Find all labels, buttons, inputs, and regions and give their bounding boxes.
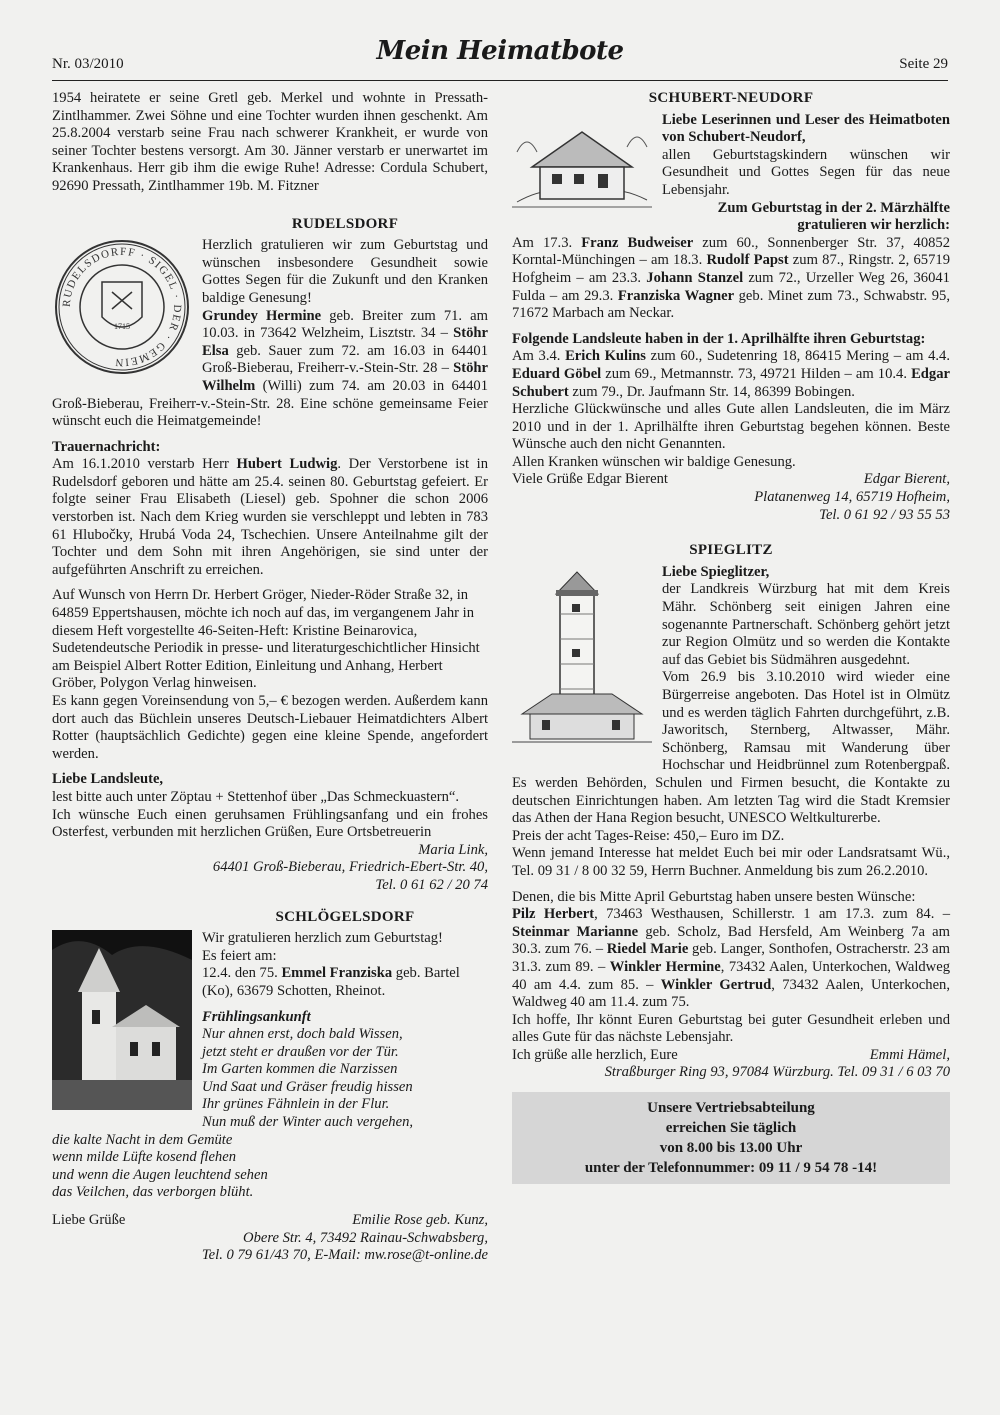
- spieglitz-salutation: Liebe Spieglitzer,: [662, 563, 770, 580]
- signature-address: Obere Str. 4, 73492 Rainau-Schwabsberg,: [243, 1229, 488, 1246]
- right-column: [512, 90, 950, 1184]
- spieglitz-closing-greeting: Ich grüße alle herzlich, Eure: [512, 1046, 678, 1063]
- church-image: [52, 930, 192, 1116]
- schloegelsdorf-celebrates: Es feiert am:: [202, 947, 277, 964]
- box-line: von 8.00 bis 13.00 Uhr: [659, 1140, 803, 1157]
- closing-greeting: Liebe Grüße: [52, 1212, 126, 1229]
- rudelsdorf-seal-image: [52, 237, 192, 383]
- svg-text:RUDELSDORFF · SIGEL · DER · GE: [61, 246, 183, 368]
- schloegelsdorf-greeting: Wir gratulieren herzlich zum Geburtstag!: [202, 930, 443, 947]
- poem-line: Nur ahnen erst, doch bald Wissen,: [202, 1026, 403, 1043]
- poem-line: Im Garten kommen die Narzissen: [202, 1061, 398, 1078]
- schubert-closing-row: [512, 471, 950, 489]
- rudelsdorf-birthdays: Grundey Hermine geb. Breiter zum 71. am 10.03. in 73642 Welzheim, Lisztstr. 34 – Stöhr Elsa geb. Sauer zum 72. am 16.03 in 64401 Groß-Bieberau, Freiherr-v.-Stein-Str. 28 – Stöhr Wilhelm (Willi) zum 74. am 20.03 in 64401 Groß-Bieberau, Freiherr-v.-Stein-Str. 28. Eine schöne gemeinsame Feier wünscht euch die Heimatgemeinde!: [52, 307, 488, 430]
- closing-row: [52, 1212, 488, 1230]
- left-column: [52, 90, 488, 1265]
- mourning-heading: Trauernachricht:: [52, 438, 161, 455]
- intro-paragraph: 1954 heiratete er seine Gretl geb. Merkel und wohnte in Pressath-Zintlhammer. Zwei Söhne und eine Tochter wurden ihnen geschenkt. Am 25.8.2004 verstarb seine Frau nach schwerer Krankheit, er wurde von seiner Tochter bestens versorgt. Am 30. Jänner verstarb er unerwartet im Krankenhaus. Herr gib ihm die ewige Ruhe! Adresse: Cordula Schubert, 92690 Pressath, Zintlhammer 19b. M. Fitzner: [52, 90, 488, 194]
- section-title-spieglitz: SPIEGLITZ: [689, 542, 773, 559]
- box-line: erreichen Sie täglich: [665, 1120, 797, 1137]
- section-title-rudelsdorf: RUDELSDORF: [291, 215, 399, 232]
- poem-line: die kalte Nacht in dem Gemüte: [52, 1131, 233, 1148]
- spieglitz-wishes: Ich hoffe, Ihr könnt Euren Geburtstag bei guter Gesundheit erleben und alles Gute für das nächste Lebensjahr.: [512, 1011, 950, 1046]
- signature-address: 64401 Groß-Bieberau, Friedrich-Ebert-Str. 40,: [212, 859, 488, 876]
- easter-wishes: Ich wünsche Euch einen geruhsamen Frühlingsanfang und ein frohes Osterfest, verbunden mit herzlichen Grüßen, Eure Ortsbetreuerin: [52, 806, 488, 841]
- schubert-april-heading: Folgende Landsleute haben in der 1. Aprilhälfte ihren Geburtstag:: [512, 330, 926, 347]
- spieglitz-trip: Vom 26.9 bis 3.10.2010 wird wieder eine Bürgerreise angeboten. Das Hotel ist in Olmütz und es werden täglich Fahrten durchgeführt, z.B. Jaworitsch, Sternberg, Altwasser, Mähr. Schönberg, Ramsau mit Wanderung über Hochschar und Heidbrünnel zum Rotenbergpaß. Es werden Behörden, Schulen und Firmen besucht, die Kontakte zu deutschen Einrichtungen haben. Am letzten Tag wird die Stadt Kremsier das Athen der Hana Region besucht, UNESCO Weltkulturerbe.: [512, 669, 950, 827]
- signature-phone: Tel. 0 61 62 / 20 74: [375, 876, 488, 893]
- schubert-salutation: Liebe Leserinnen und Leser des Heimatboten von Schubert-Neudorf,: [662, 111, 950, 146]
- schubert-get-well: Allen Kranken wünschen wir baldige Genesung.: [512, 453, 796, 470]
- signature-phone: Tel. 0 61 92 / 93 55 53: [819, 506, 950, 523]
- schubert-wishes: allen Geburtstagskindern wünschen wir Gesundheit und Gottes Segen für das neue Lebensjahr.: [662, 146, 950, 198]
- signature-address: Platanenweg 14, 65719 Hofheim,: [754, 489, 950, 506]
- poem-line: Nun muß der Winter auch vergehen,: [202, 1114, 414, 1131]
- poem-line: das Veilchen, das verborgen blüht.: [52, 1184, 254, 1201]
- sales-department-box: [512, 1092, 950, 1184]
- signature-contact: Tel. 0 79 61/43 70, E-Mail: mw.rose@t-online.de: [201, 1247, 488, 1264]
- schubert-closing-greeting: Viele Grüße Edgar Bierent: [512, 471, 668, 488]
- booklet-notice: Auf Wunsch von Herrn Dr. Herbert Gröger, Nieder-Röder Straße 32, in 64859 Eppertshausen, möchte ich noch auf das, im vergangenem Jahr in diesem Heft vorgestellte 46-Seiten-Heft: Kristine Beinarovica, Sudetendeutsche Periodik in presse- und literaturgeschichtlicher Hinsicht am Beispiel Albert Rotter Edition, Einleitung und Anhang, Herbert Gröber, Polygon Verlag hinweisen.: [52, 587, 480, 692]
- signature-name: Maria Link,: [418, 841, 488, 858]
- spieglitz-birthday-intro: Denen, die bis Mitte April Geburtstag haben unsere besten Wünsche:: [512, 888, 916, 905]
- spieglitz-price: Preis der acht Tages-Reise: 450,– Euro im DZ.: [512, 827, 785, 844]
- spieglitz-registration: Wenn jemand Interesse hat meldet Euch bei mir oder Landsratsamt Wü., Tel. 09 31 / 8 00 32 59, Herrn Buchner. Anmeldung bis zum 26.2.2010.: [512, 845, 950, 879]
- masthead-logo: Mein Heimatbote: [376, 36, 624, 66]
- section-title-schloegelsdorf: SCHLÖGELSDORF: [275, 908, 415, 925]
- poem-line: jetzt steht er draußen vor der Tür.: [202, 1043, 399, 1060]
- issue-number: Nr. 03/2010: [52, 56, 124, 72]
- page-header: [52, 36, 948, 76]
- poem-title: Frühlingsankunft: [202, 1008, 311, 1025]
- schubert-april-birthdays: Am 3.4. Erich Kulins zum 60., Sudetenring 18, 86415 Mering – am 4.4. Eduard Göbel zum 69., Metmannstr. 73, 49721 Hilden – am 10.4. Edgar Schubert zum 79., Dr. Jaufmann Str. 14, 86399 Bobingen.: [512, 348, 951, 400]
- poem-line: Ihr grünes Fähnlein in der Flur.: [202, 1096, 390, 1113]
- box-line: unter der Telefonnummer: 09 11 / 9 54 78 -14!: [584, 1160, 878, 1177]
- page-number: Seite 29: [899, 56, 948, 72]
- seal-year: 1715: [114, 322, 130, 332]
- poem-line: wenn milde Lüfte kosend flehen: [52, 1149, 237, 1166]
- signature-name: Emilie Rose geb. Kunz,: [352, 1212, 488, 1229]
- tower-image: [512, 564, 652, 755]
- signature-address: Straßburger Ring 93, 97084 Würzburg. Tel. 09 31 / 6 03 70: [604, 1064, 950, 1081]
- spieglitz-partnership: der Landkreis Würzburg hat mit dem Kreis Mähr. Schönberg seit einigen Jahren eine sogenannte Partnerschaft. Schönberg gehört jetzt zur Region Olmütz und so werden die Kontakte auf das Gebiet bis Südmähren ausgedehnt.: [662, 581, 950, 668]
- mourning-text: Am 16.1.2010 verstarb Herr Hubert Ludwig. Der Verstorbene ist in Rudelsdorf geboren und hätte am 25.4. seinen 80. Geburtstag gefeiert. Er folgte seiner Frau Elisabeth (Liesel) geb. Spohner die schon 2006 verstorben ist. Nach dem Krieg wurden sie verschleppt und lebten in 783 61 Hlubočky, Hrubá Voda 24, Tschechien. Unsere Anteilnahme gilt der Tochter und dem Sohn mit ihren Angehörigen, sie sind unter der aufgeführten Anschrift zu erreichen.: [52, 456, 489, 578]
- spieglitz-closing-row: [512, 1047, 950, 1065]
- schubert-march-birthdays: Am 17.3. Franz Budweiser zum 60., Sonnenberger Str. 37, 40852 Korntal-Münchingen – am 18.3. Rudolf Papst zum 87., Ringstr. 2, 65719 Hofgheim – am 23.3. Johann Stanzel zum 72., Urzeller Weg 26, 36041 Fulda – am 29.3. Franziska Wagner geb. Minet zum 73., Schwabstr. 95, 71672 Marbach am Neckar.: [512, 234, 951, 322]
- schubert-march-heading: Zum Geburtstag in der 2. Märzhälfte gratulieren wir herzlich:: [717, 199, 950, 234]
- schubert-congrats: Herzliche Glückwünsche und alles Gute allen Landsleuten, die im März 2010 und in der 1. Aprilhälfte ihren Geburtstag begehen können. Beste Wünsche auch den nicht Genannten.: [512, 401, 950, 453]
- header-rule: [52, 80, 948, 81]
- signature-name: Edgar Bierent,: [863, 471, 950, 488]
- poem-line: und wenn die Augen leuchtend sehen: [52, 1166, 268, 1183]
- seal-text: RUDELSDORFF · SIGEL · DER · GEMEIN: [60, 246, 184, 369]
- spieglitz-birthdays: Pilz Herbert, 73463 Westhausen, Schillerstr. 1 am 17.3. zum 84. – Steinmar Marianne geb. Scholz, Bad Hersfeld, Am Weinberg 7a am 30.3. zum 76. – Riedel Marie geb. Langer, Sonthofen, Ostracherstr. 23 am 31.3. zum 89. – Winkler Hermine, 73432 Aalen, Unterkochen, Waldweg 40 am 4.4. zum 85. – Winkler Gertrud, 73432 Aalen, Unterkochen, Waldweg 40 am 11.4. zum 75.: [512, 906, 951, 1011]
- landsleute-text: lest bitte auch unter Zöptau + Stettenhof über „Das Schmeckuastern“.: [52, 788, 459, 805]
- box-line: Unsere Vertriebsabteilung: [647, 1100, 815, 1117]
- schloegelsdorf-birthday: 12.4. den 75. Emmel Franziska geb. Bartel (Ko), 63679 Schotten, Rheinot.: [202, 965, 460, 999]
- poem-line: Und Saat und Gräser freudig hissen: [202, 1078, 413, 1095]
- rudelsdorf-greeting: Herzlich gratulieren wir zum Geburtstag und wünschen insbesondere Gesundheit sowie Gottes Segen für die Zukunft und den Kranken baldige Genesung!: [202, 237, 488, 306]
- landsleute-heading: Liebe Landsleute,: [52, 771, 164, 788]
- signature-name: Emmi Hämel,: [869, 1046, 950, 1063]
- section-title-schubert-neudorf: SCHUBERT-NEUDORF: [648, 90, 814, 106]
- farmhouse-image: [512, 112, 652, 218]
- booklet-order: Es kann gegen Voreinsendung von 5,– € bezogen werden. Außerdem kann dort auch das Büchlein unseres Deutsch-Liebauer Heimatdichters Albert Rotter (hauptsächlich Gedichte) gegen eine kleine Spende, angefordert werden.: [52, 693, 488, 762]
